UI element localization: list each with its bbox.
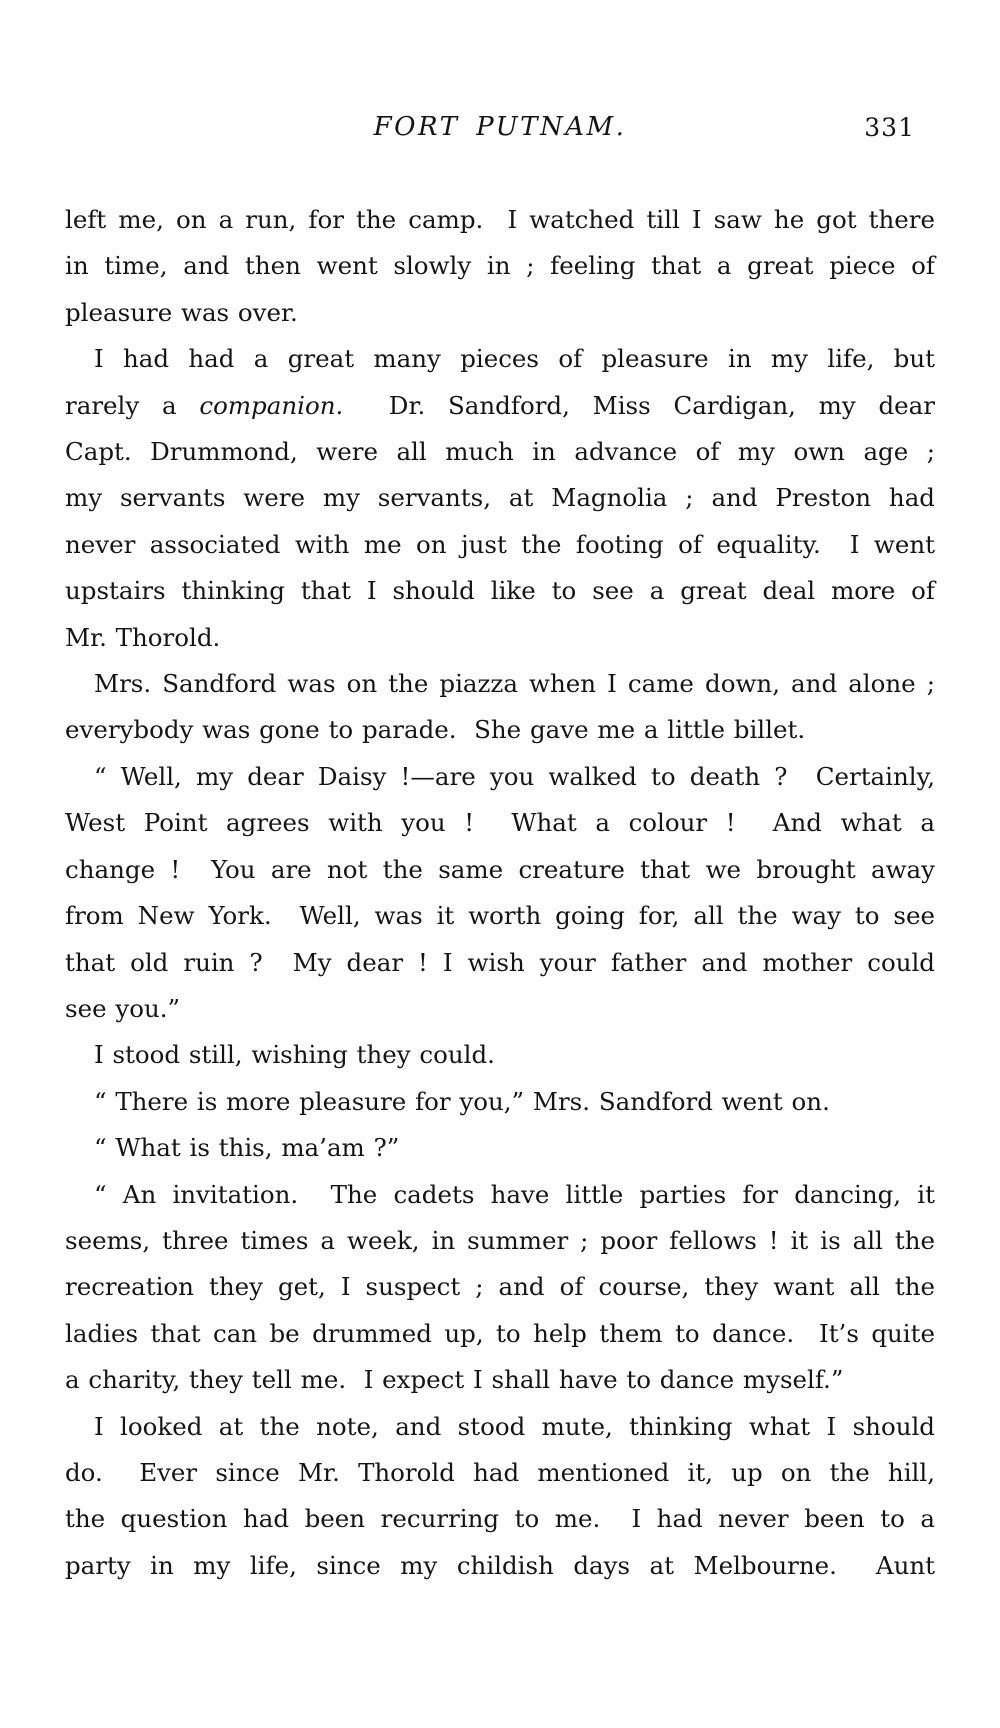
page-header-title: FORT PUTNAM.: [373, 112, 627, 142]
text-line: I stood still, wishing they could.: [94, 1040, 495, 1070]
text-line: Mr. Thorold.: [65, 622, 221, 652]
text-line: see you.”: [65, 993, 181, 1023]
text-line: [65, 383, 935, 429]
text-segment: Dr. Sandford, Miss Cardigan, my dear: [343, 390, 936, 420]
text-line: from New York. Well, was it worth going for, all the way to see: [65, 901, 935, 931]
text-line: party in my life, since my childish days at Melbourne. Aunt: [65, 1550, 935, 1580]
text-line: do. Ever since Mr. Thorold had mentioned it, up on the hill,: [65, 1457, 935, 1487]
running-header: [65, 112, 935, 142]
text-line: “ There is more pleasure for you,” Mrs. Sandford went on.: [94, 1086, 830, 1116]
text-line: West Point agrees with you ! What a colour ! And what a: [65, 808, 935, 838]
text-line: change ! You are not the same creature that we brought away: [65, 854, 935, 884]
text-line: recreation they get, I suspect ; and of course, they want all the: [65, 1272, 935, 1302]
page-number: 331: [864, 113, 915, 142]
text-line: Mrs. Sandford was on the piazza when I came down, and alone ;: [94, 669, 935, 699]
text-line: the question had been recurring to me. I had never been to a: [65, 1504, 935, 1534]
text-line: never associated with me on just the footing of equality. I went: [65, 529, 935, 559]
text-segment: rarely a: [65, 390, 200, 420]
text-line: Capt. Drummond, were all much in advance of my own age ;: [65, 437, 935, 467]
text-line: everybody was gone to parade. She gave me a little billet.: [65, 715, 806, 745]
italic-text: companion.: [199, 390, 344, 420]
text-line: “ An invitation. The cadets have little parties for dancing, it: [94, 1179, 935, 1209]
text-line: “ What is this, ma’am ?”: [94, 1133, 400, 1163]
text-line: a charity, they tell me. I expect I shall have to dance myself.”: [65, 1365, 844, 1395]
text-line: my servants were my servants, at Magnolia ; and Preston had: [65, 483, 935, 513]
body-text: [65, 197, 935, 1589]
text-line: in time, and then went slowly in ; feeling that a great piece of: [65, 251, 935, 281]
text-line: I looked at the note, and stood mute, thinking what I should: [94, 1411, 935, 1441]
text-line: left me, on a run, for the camp. I watched till I saw he got there: [65, 205, 935, 234]
text-line: that old ruin ? My dear ! I wish your father and mother could: [65, 947, 935, 977]
text-line: ladies that can be drummed up, to help them to dance. It’s quite: [65, 1318, 935, 1348]
text-line: pleasure was over.: [65, 297, 298, 327]
text-line: upstairs thinking that I should like to see a great deal more of: [65, 576, 935, 606]
text-line: seems, three times a week, in summer ; poor fellows ! it is all the: [65, 1225, 935, 1255]
text-line: “ Well, my dear Daisy !—are you walked to death ? Certainly,: [94, 761, 935, 791]
text-line: I had had a great many pieces of pleasure in my life, but: [94, 344, 935, 374]
